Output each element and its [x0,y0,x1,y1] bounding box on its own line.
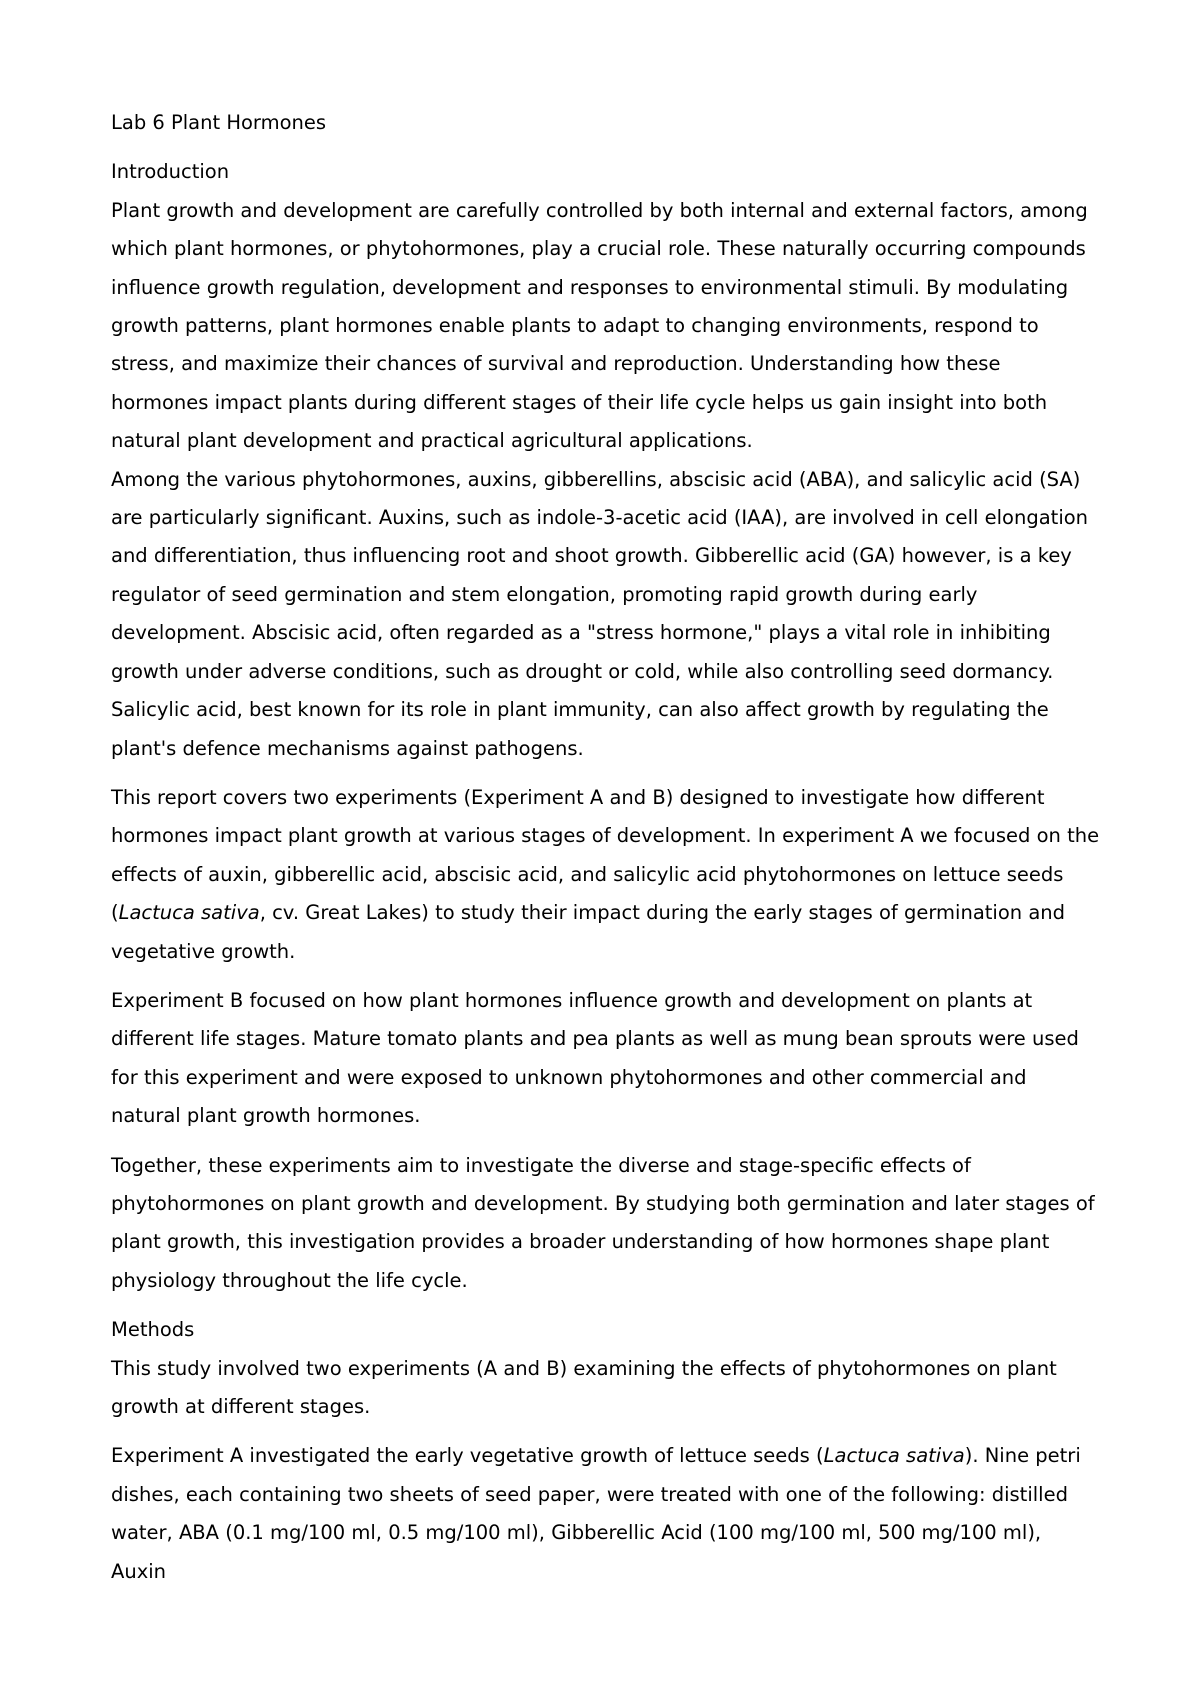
document-body [111,104,1101,1591]
introduction-paragraph-3-text-end: , cv. Great Lakes) to study their impact during the early stages of germination and vegetative growth. [111,901,1066,963]
methods-paragraph-1: This study involved two experiments (A and B) examining the effects of phytohormones on plant growth at different stages. [111,1356,1057,1418]
methods-paragraph-2 [111,1437,1101,1591]
introduction-paragraph-5: Together, these experiments aim to investigate the diverse and stage-specific effects of phytohormones on plant growth and development. By studying both germination and later stages of plant growth, this investigation provides a broader understanding of how hormones shape plant physiology throughout the life cycle. [111,1153,1095,1292]
introduction-paragraph-4: Experiment B focused on how plant hormones influence growth and development on plants at different life stages. Mature tomato plants and pea plants as well as mung bean sprouts were used for this experiment and were exposed to unknown phytohormones and other commercial and natural plant growth hormones. [111,988,1079,1128]
introduction-paragraph-3-text-start: This report covers two experiments (Experiment A and B) designed to investigate how different hormones impact plant growth at various stages of development. In experiment A we focused on the effects of auxin, gibberellic acid, abscisic acid, and salicylic acid phytohormones on lettuce seeds ( [111,785,1100,925]
species-name-italic: Lactuca sativa [823,1444,965,1468]
species-name-italic: Lactuca sativa [118,901,260,925]
methods-paragraph-2-text-end: ). Nine petri dishes, each containing two sheets of seed paper, were treated with one of the following: distilled water, ABA (0.1 mg/100 ml, 0.5 mg/100 ml), Gibberellic Acid (100 mg/100 ml, 500 mg/100 ml), Auxin [111,1444,1081,1583]
introduction-paragraph-1: Plant growth and development are carefully controlled by both internal and external factors, among which plant hormones, or phytohormones, play a crucial role. These naturally occurring compounds influence growth regulation, development and responses to environmental stimuli. By modulating growth patterns, plant hormones enable plants to adapt to changing environments, respond to stress, and maximize their chances of survival and reproduction. Understanding how these hormones impact plants during different stages of their life cycle helps us gain insight into both natural plant development and practical agricultural applications. [111,198,1088,453]
introduction-paragraph-3 [111,779,1101,971]
document-title: Lab 6 Plant Hormones [111,111,327,134]
introduction-heading: Introduction [111,160,230,184]
methods-heading: Methods [111,1318,195,1342]
introduction-paragraph-2: Among the various phytohormones, auxins, gibberellins, abscisic acid (ABA), and salicylic acid (SA) are particularly significant. Auxins, such as indole-3-acetic acid (IAA), are involved in cell elongation and differentiation, thus influencing root and shoot growth. Gibberellic acid (GA) however, is a key regulator of seed germination and stem elongation, promoting rapid growth during early development. Abscisic acid, often regarded as a "stress hormone," plays a vital role in inhibiting growth under adverse conditions, such as drought or cold, while also controlling seed dormancy. Salicylic acid, best known for its role in plant immunity, can also affect growth by regulating the plant's defence mechanisms against pathogens. [111,467,1089,760]
methods-paragraph-2-text-start: Experiment A investigated the early vegetative growth of lettuce seeds ( [111,1444,824,1468]
